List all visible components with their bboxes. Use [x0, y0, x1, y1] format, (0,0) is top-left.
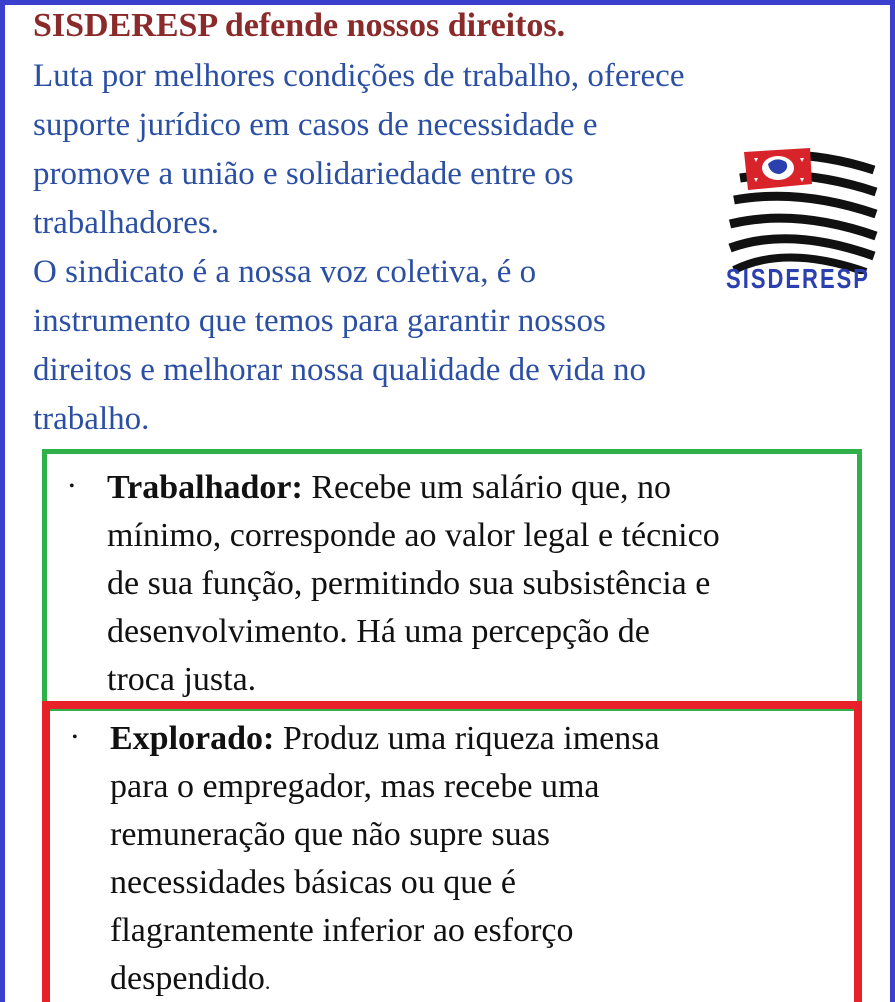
bullet-line: desenvolvimento. Há uma percepção de: [107, 613, 650, 650]
intro-line: O sindicato é a nossa voz coletiva, é o: [33, 254, 537, 290]
bullet-line: remuneração que não supre suas: [110, 816, 550, 853]
sao-paulo-flag-icon: [718, 144, 878, 274]
exploited-box: [42, 701, 862, 1002]
end-mark: .: [264, 969, 271, 994]
headline: SISDERESP defende nossos direitos.: [33, 7, 566, 44]
bullet-term: Trabalhador:: [107, 469, 303, 506]
bullet-first-line: [110, 715, 862, 763]
bullet-line: para o empregador, mas recebe uma: [110, 768, 600, 805]
bullet-text: despendido: [110, 960, 265, 997]
bullet-line: troca justa.: [107, 661, 257, 698]
bullet-icon: •: [69, 478, 75, 495]
sisderesp-logo: [718, 144, 878, 298]
worker-box: [42, 449, 862, 711]
intro-line: trabalhadores.: [33, 205, 219, 241]
intro-line: trabalho.: [33, 401, 150, 437]
bullet-icon: •: [72, 729, 78, 746]
bullet-line: mínimo, corresponde ao valor legal e técnico: [107, 517, 720, 554]
bullet-trabalhador: [107, 464, 862, 704]
bullet-text: Recebe um salário que, no: [302, 469, 672, 506]
bullet-line: flagrantemente inferior ao esforço: [110, 912, 574, 949]
bullet-line: de sua função, permitindo sua subsistência e: [107, 565, 711, 602]
bullet-first-line: [107, 464, 862, 512]
logo-text: SISDERESP: [726, 262, 870, 294]
bullet-term: Explorado:: [110, 720, 275, 757]
intro-line: instrumento que temos para garantir nossos: [33, 303, 606, 339]
bullet-explorado: [110, 715, 862, 1002]
bullet-last-line: [110, 955, 862, 1002]
intro-line: direitos e melhorar nossa qualidade de vida no: [33, 352, 647, 388]
intro-line: suporte jurídico em casos de necessidade e: [33, 107, 598, 143]
bullet-text: Produz uma riqueza imensa: [274, 720, 660, 757]
intro-line: promove a união e solidariedade entre os: [33, 156, 574, 192]
bullet-line: necessidades básicas ou que é: [110, 864, 516, 901]
intro-line: Luta por melhores condições de trabalho, oferece: [33, 58, 685, 94]
